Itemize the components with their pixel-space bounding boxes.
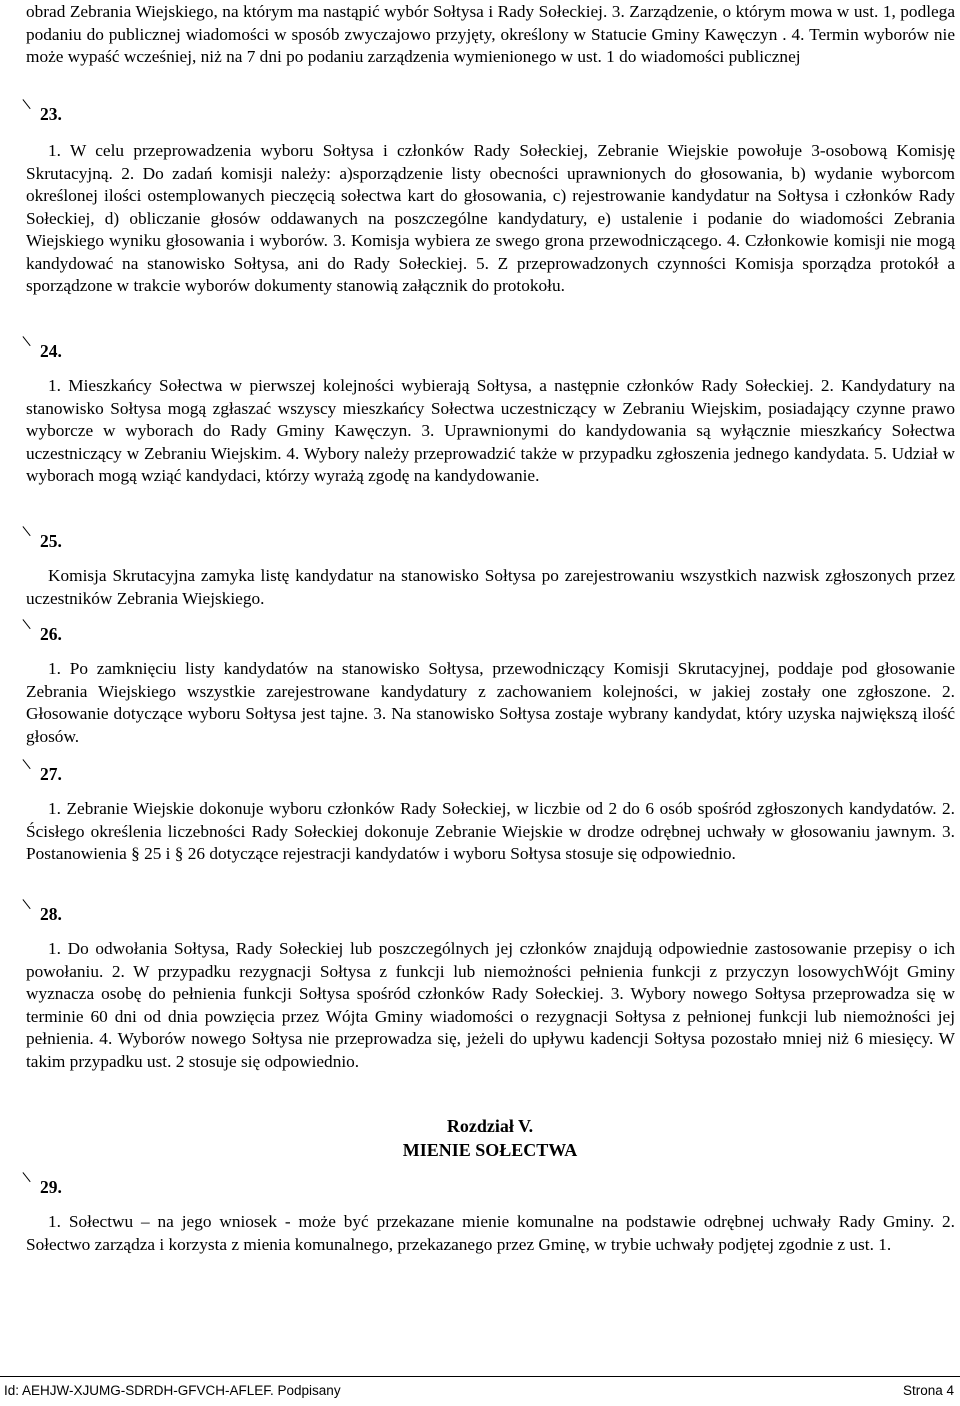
section-heading-28 (22, 903, 62, 925)
section-heading-29 (22, 1176, 62, 1198)
section-text-24: 1. Mieszkańcy Sołectwa w pierwszej kolejności wybierają Sołtysa, a następnie członków Rady Sołeckiej. 2. Kandydatury na stanowisko Sołtysa mogą zgłaszać wszyscy mieszkańcy Sołectwa uczestniczący w Zebraniu Wiejskim, posiadający czynne prawo wyborcze w wyborach do Rady Gminy Kawęczyn. 3. Uprawnionymi do kandydowania są wyłącznie mieszkańcy Sołectwa uczestniczący w Zebraniu Wiejskim. 4. Wybory należy przeprowadzić także w przypadku zgłoszenia jednego kandydata. 5. Udział w wyborach mogą wziąć kandydaci, którzy wyrażą zgodę na kandydowanie. (26, 376, 955, 485)
page-footer (4, 1382, 954, 1400)
section-sign-icon (22, 1187, 36, 1188)
section-number: 26. (40, 624, 62, 644)
section-number: 28. (40, 904, 62, 924)
section-text-29: 1. Sołectwu – na jego wniosek - może być przekazane mienie komunalne na podstawie odrębnej uchwały Rady Gminy. 2. Sołectwo zarządza i korzysta z mienia komunalnego, przekazanego przez Gminę, w trybie uchwały podjętej zgodnie z ust. 1. (26, 1212, 955, 1254)
chapter-name: MIENIE SOŁECTWA (402, 1140, 578, 1160)
intro-paragraph: obrad Zebrania Wiejskiego, na którym ma nastąpić wybór Sołtysa i Rady Sołeckiej. 3. Zarządzenie, o którym mowa w ust. 1, podlega podaniu do publicznej wiadomości w sposób zwyczajowo przyjęty, określony w Statucie Gminy Kawęczyn . 4. Termin wyborów nie może wypaść wcześniej, niż na 7 dni po podaniu zarządzenia wymienionego w ust. 1 do wiadomości publicznej (26, 2, 955, 66)
section-sign-icon (22, 914, 36, 915)
chapter-title (340, 1114, 640, 1162)
chapter-number: Rozdział V. (446, 1116, 534, 1136)
section-heading-27 (22, 763, 62, 785)
section-sign-icon (22, 351, 36, 352)
section-text-26: 1. Po zamknięciu listy kandydatów na stanowisko Sołtysa, przewodniczący Komisji Skrutacyjnej, poddaje pod głosowanie Zebrania Wiejskiego wszystkie zarejestrowane kandydatury z zachowaniem kolejności, w jakiej zostały one zgłoszone. 2. Głosowanie dotyczące wyboru Sołtysa jest tajne. 3. Na stanowisko Sołtysa zostaje wybrany kandydat, który uzyska największą ilość głosów. (26, 659, 955, 746)
section-heading-26 (22, 623, 62, 645)
section-number: 23. (40, 104, 62, 124)
section-number: 24. (40, 341, 62, 361)
footer-divider (0, 1376, 960, 1377)
section-text-25: Komisja Skrutacyjna zamyka listę kandydatur na stanowisko Sołtysa po zarejestrowaniu wszystkich nazwisk zgłoszonych przez uczestników Zebrania Wiejskiego. (26, 566, 955, 608)
page-number: Strona 4 (902, 1383, 954, 1398)
section-heading-25 (22, 530, 62, 552)
section-number: 25. (40, 531, 62, 551)
document-id: Id: AEHJW-XJUMG-SDRDH-GFVCH-AFLEF. Podpisany (4, 1383, 341, 1398)
section-text-28: 1. Do odwołania Sołtysa, Rady Sołeckiej lub poszczególnych jej członków znajdują odpowiednie zastosowanie przepisy o ich powołaniu. 2. W przypadku rezygnacji Sołtysa z funkcji lub niemożności pełnienia funkcji z przyczyn losowychWójt Gminy wyznacza osobę do pełnienia funkcji Sołtysa spośród członków Rady Sołeckiej. 3. Wybory nowego Sołtysa przeprowadza się w terminie 60 dni od dnia powzięcia przez Wójta Gminy wiadomości o rezygnacji Sołtysa z pełnionej funkcji lub niemożności jej pełnienia. 4. Wyborów nowego Sołtysa nie przeprowadza się, jeżeli do upływu kadencji Sołtysa pozostało mniej niż 6 miesięcy. W takim przypadku ust. 2 stosuje się odpowiednio. (26, 939, 955, 1071)
section-text-27: 1. Zebranie Wiejskie dokonuje wyboru członków Rady Sołeckiej, w liczbie od 2 do 6 osób spośród zgłoszonych kandydatów. 2. Ścisłego określenia liczebności Rady Sołeckiej dokonuje Zebranie Wiejskie w drodze odrębnej uchwały w głosowaniu jawnym. 3. Postanowienia § 25 i § 26 dotyczące rejestracji kandydatów i wyboru Sołtysa stosuje się odpowiednio. (26, 799, 955, 863)
section-heading-23 (22, 103, 62, 125)
section-text-23: 1. W celu przeprowadzenia wyboru Sołtysa i członków Rady Sołeckiej, Zebranie Wiejskie powołuje 3-osobową Komisję Skrutacyjną. 2. Do zadań komisji należy: a)sporządzenie listy obecności uprawnionych do głosowania, b) wydanie wyborcom określonej ilości ostemplowanych pieczęcią sołectwa kart do głosowania, c) rejestrowanie kandydatur na Sołtysa i członków Rady Sołeckiej, d) obliczanie głosów oddawanych na poszczególne kandydatury, e) ustalenie i podanie do wiadomości Zebrania Wiejskiego wyniku głosowania i wyborów. 3. Komisja wybiera ze swego grona przewodniczącego. 4. Członkowie komisji nie mogą kandydować na stanowisko Sołtysa, ani do Rady Sołeckiej. 5. Z przeprowadzonych czynności Komisja sporządza protokół a sporządzone w trakcie wyborów dokumenty stanowią załącznik do protokołu. (26, 141, 955, 295)
section-number: 27. (40, 764, 62, 784)
section-sign-icon (22, 541, 36, 542)
section-sign-icon (22, 774, 36, 775)
section-heading-24 (22, 340, 62, 362)
section-sign-icon (22, 634, 36, 635)
section-sign-icon (22, 114, 36, 115)
section-number: 29. (40, 1177, 62, 1197)
